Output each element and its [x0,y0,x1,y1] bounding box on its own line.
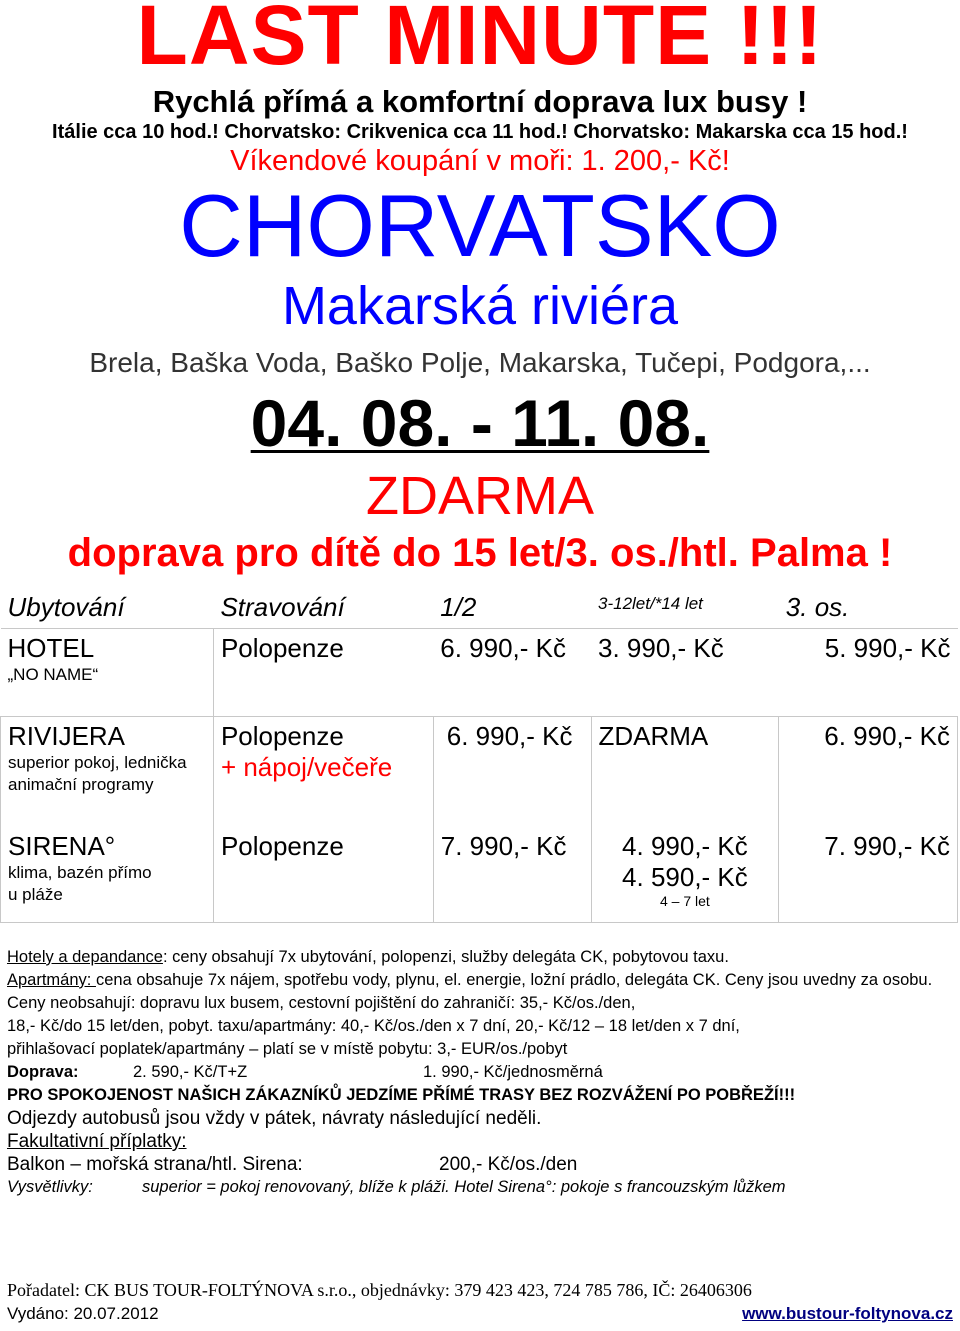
price-half: 7. 990,- Kč [440,830,567,861]
info-legend: Vysvětlivky: superior = pokoj renovovaný, blíže k pláži. Hotel Sirena°: pokoje s francouzským lůžkem [7,1178,786,1196]
free-transport-line: doprava pro dítě do 15 let/3. os./htl. Palma ! [67,531,893,575]
header-child: 3-12let/*14 let [598,594,703,613]
meal-plan: Polopenze [220,830,344,861]
table-row [1,629,958,717]
issued-date: Vydáno: 20.07.2012 [7,1304,159,1323]
info-hotels: Hotely a depandance: ceny obsahují 7x ubytování, polopenzi, služby delegáta CK, pobytovou taxu. [7,948,729,966]
header [0,0,960,576]
info-excluded-2: 18,- Kč/do 15 let/den, pobyt. taxu/apartmány: 40,- Kč/os./den x 7 dní, 20,- Kč/12 – 18 let/den x 7 dní, [7,1017,740,1035]
meal-extra: + nápoj/večeře [220,752,393,782]
subtitle: Rychlá přímá a komfortní doprava lux busy ! [152,84,808,119]
places-list: Brela, Baška Voda, Baško Polje, Makarska, Tučepi, Podgora,... [89,347,871,378]
info-excluded-1: Ceny neobsahují: dopravu lux busem, cestovní pojištění do zahraničí: 35,- Kč/os./den, [7,994,636,1012]
hotel-note: klima, bazén přímo u pláže [8,862,152,904]
info-balcony: Balkon – mořská strana/htl. Sirena: 200,- Kč/os./den [7,1154,578,1175]
hotel-note: „NO NAME“ [7,665,99,684]
info-apartments: Apartmány: cena obsahuje 7x nájem, spotřebu vody, plynu, el. energie, ložní prádlo, delegáta CK. Ceny jsou uvedny za osobu. [7,971,933,989]
hotel-name: SIRENA° [8,830,116,861]
info-optional-label: Fakultativní příplatky: [7,1131,187,1152]
footer-organizer: Pořadatel: CK BUS TOUR-FOLTÝNOVA s.r.o., objednávky: 379 423 423, 724 785 786, IČ: 26406306 [7,1280,752,1300]
meal-plan: Polopenze [220,633,344,663]
table-row [1,717,958,827]
country-title: CHORVATSKO [179,176,781,275]
hotel-name: HOTEL [7,633,95,663]
table-header-row [1,588,958,629]
info-excluded-3: přihlašovací poplatek/apartmány – platí se v místě pobytu: 3,- EUR/os./pobyt [7,1040,568,1058]
website-link[interactable]: www.bustour-foltynova.cz [742,1304,953,1323]
weekend-offer: Víkendové koupání v moři: 1. 200,- Kč! [230,145,730,177]
routes-line: Itálie cca 10 hod.! Chorvatsko: Crikvenica cca 11 hod.! Chorvatsko: Makarska cca 15 hod.! [52,121,908,143]
header-half: 1/2 [440,592,477,622]
region-title: Makarská riviéra [281,276,679,336]
free-title: ZDARMA [366,466,594,526]
info-notice: PRO SPOKOJENOST NAŠICH ZÁKAZNÍKŮ JEDZÍME PŘÍMÉ TRASY BEZ ROZVÁŽENÍ PO POBŘEŽÍ!!! [7,1086,796,1104]
info-transport: Doprava: 2. 590,- Kč/T+Z 1. 990,- Kč/jednosměrná [7,1063,603,1081]
header-accommodation: Ubytování [7,592,125,622]
price-child: 4. 990,- Kč [622,830,748,861]
price-half: 6. 990,- Kč [446,721,573,751]
header-third: 3. os. [785,592,850,622]
price-third: 6. 990,- Kč [824,721,950,751]
headline-title: LAST MINUTE !!! [136,0,824,82]
price-child-young: 4. 590,- Kč [622,861,748,892]
price-third: 7. 990,- Kč [824,830,950,861]
price-third: 5. 990,- Kč [824,633,951,663]
price-child: 3. 990,- Kč [598,633,724,663]
table-row [1,827,958,923]
footer-bottom [7,1304,953,1324]
price-half: 6. 990,- Kč [440,633,566,663]
price-table [0,588,958,923]
hotel-name: RIVIJERA [8,721,126,751]
header-meals: Stravování [220,592,345,622]
dates: 04. 08. - 11. 08. [250,386,710,460]
meal-plan: Polopenze [220,721,344,751]
price-child: ZDARMA [598,721,709,751]
price-child-note: 4 – 7 let [659,892,710,909]
hotel-note: superior pokoj, lednička animační programy [8,753,187,794]
info-departures: Odjezdy autobusů jsou vždy v pátek, návraty následující neděli. [7,1108,542,1129]
info-section [7,946,955,1199]
